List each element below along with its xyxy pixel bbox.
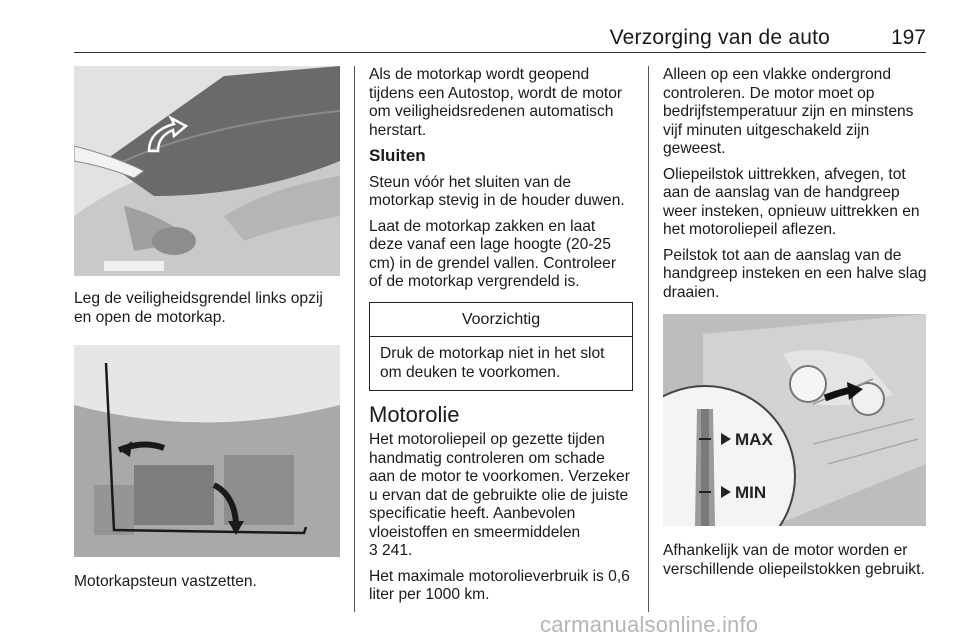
caption-hood-support: Motorkapsteun vastzetten. xyxy=(74,573,257,590)
dipstick-max-label: MAX xyxy=(735,430,773,449)
column-2 xyxy=(369,66,633,612)
oil-paragraph-1: Het motoroliepeil op gezette tijden handmatig controleren om schade aan de motor te voorkomen. Verzeker u ervan dat de gebruikte olie de juiste specificatie heeft. Aanbevolen vloeistoffen en smeermiddelen xyxy=(369,431,630,541)
check-paragraph-1: Alleen op een vlakke ondergrond controleren. De motor moet op bedrijfstemperatuur zijn en minstens vijf minuten uitgeschakeld zijn geweest. xyxy=(663,66,914,157)
caution-title: Voorzichtig xyxy=(370,303,632,338)
caption-open-hood: Leg de veiligheidsgrendel links opzij en open de motorkap. xyxy=(74,290,323,326)
column-3 xyxy=(663,66,928,586)
closing-paragraph-2: Laat de motorkap zakken en laat deze vanaf een lage hoogte (20-25 cm) in de grendel vallen. Controleer of de motorkap vergrendeld is. xyxy=(369,217,617,290)
column-1 xyxy=(74,66,340,599)
closing-paragraph-1: Steun vóór het sluiten van de motorkap stevig in de houder duwen. xyxy=(369,173,625,209)
column-divider-2 xyxy=(648,66,649,612)
oil-paragraph-2: Het maximale motorolieverbruik is 0,6 liter per 1000 km. xyxy=(369,567,630,603)
oil-heading: Motorolie xyxy=(369,402,460,427)
check-paragraph-2: Oliepeilstok uittrekken, afvegen, tot aan de aanslag van de handgreep weer insteken, opnieuw uittrekken en het motoroliepeil aflezen. xyxy=(663,165,920,238)
figure-dipstick xyxy=(663,314,926,526)
caption-dipstick: Afhankelijk van de motor worden er verschillende oliepeilstokken gebruikt. xyxy=(663,542,925,578)
header-divider xyxy=(74,52,926,53)
page-header xyxy=(74,26,926,52)
page-number: 197 xyxy=(890,26,926,49)
oil-reference: 3 241. xyxy=(369,542,413,559)
caution-box xyxy=(369,302,633,392)
figure-hood-support xyxy=(74,345,340,557)
closing-heading: Sluiten xyxy=(369,146,426,165)
caution-text: Druk de motorkap niet in het slot om deuken te voorkomen. xyxy=(380,345,605,381)
check-paragraph-3: Peilstok tot aan de aanslag van de handgreep insteken en een halve slag draaien. xyxy=(663,246,927,301)
watermark: carmanualsonline.info xyxy=(540,612,759,637)
column-divider-1 xyxy=(354,66,355,612)
dipstick-min-label: MIN xyxy=(735,483,767,502)
section-title: Verzorging van de auto xyxy=(609,26,830,49)
intro-paragraph: Als de motorkap wordt geopend tijdens een Autostop, wordt de motor om veiligheidsredenen automatisch herstart. xyxy=(369,66,623,139)
figure-open-hood xyxy=(74,66,340,276)
